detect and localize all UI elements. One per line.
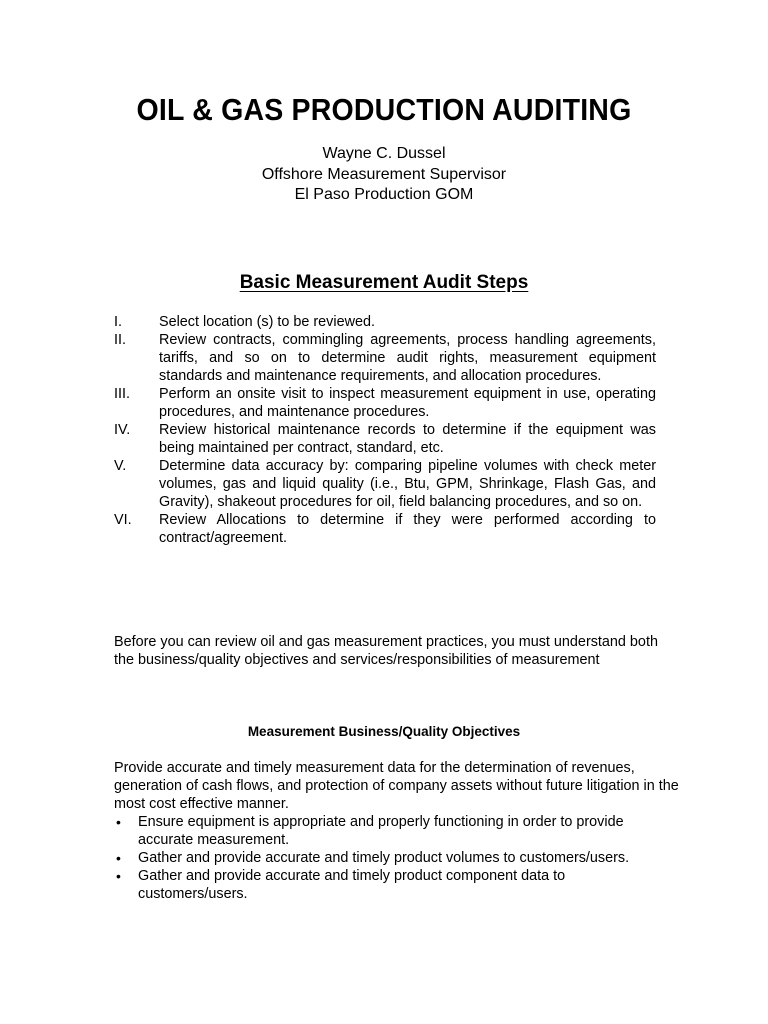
step-text: Determine data accuracy by: comparing pipeline volumes with check meter volumes, gas and liquid quality (i.e., Btu, GPM, Shrinkage, Flash Gas, and Gravity), shakeout procedures for oil, field balancing procedures, and so on. [159,458,656,510]
bullet-icon: • [116,850,121,866]
step-number: IV. [114,422,131,438]
list-item [114,849,684,867]
bullet-text: Gather and provide accurate and timely product volumes to customers/users. [138,850,630,866]
bullet-icon: • [116,868,121,884]
author-organization: El Paso Production GOM [294,186,474,203]
step-number: I. [114,314,122,330]
audit-step [114,511,656,547]
objectives-bullet-list [114,813,684,903]
bullet-text: Ensure equipment is appropriate and properly functioning in order to provide accurate measurement. [138,814,624,848]
step-number: III. [114,386,130,402]
objectives-paragraph: Provide accurate and timely measurement data for the determination of revenues, generation of cash flows, and protection of company assets without future litigation in the most cost effective manner. [114,760,679,812]
step-number: VI. [114,512,132,528]
document-title: OIL & GAS PRODUCTION AUDITING [136,92,632,127]
step-number: II. [114,332,126,348]
step-text: Review historical maintenance records to determine if the equipment was being maintained per contract, standard, etc. [159,422,656,456]
audit-step [114,457,656,511]
list-item [114,813,684,849]
objectives-heading: Measurement Business/Quality Objectives [247,724,521,739]
objectives-section [114,759,684,903]
intro-paragraph: Before you can review oil and gas measurement practices, you must understand both the business/quality objectives and services/responsibilities of measurement [114,634,658,668]
steps-heading-text: Basic Measurement Audit Steps [239,272,529,293]
step-text: Review Allocations to determine if they were performed according to contract/agreement. [159,512,656,546]
author-block [0,144,768,206]
step-text: Perform an onsite visit to inspect measurement equipment in use, operating procedures, and maintenance procedures. [159,386,656,420]
audit-step [114,385,656,421]
audit-step [114,313,656,331]
audit-step [114,331,656,385]
bullet-text: Gather and provide accurate and timely product component data to customers/users. [138,868,566,902]
audit-steps-list [114,313,656,547]
step-text: Select location (s) to be reviewed. [159,314,375,330]
audit-step [114,421,656,457]
list-item [114,867,684,903]
bullet-icon: • [116,814,121,830]
steps-heading [0,270,768,296]
step-text: Review contracts, commingling agreements, process handling agreements, tariffs, and so on to determine audit rights, measurement equipment standards and maintenance requirements, and allocation procedures. [159,332,656,384]
author-name: Wayne C. Dussel [322,145,446,162]
author-position: Offshore Measurement Supervisor [261,165,507,183]
step-number: V. [114,458,127,474]
